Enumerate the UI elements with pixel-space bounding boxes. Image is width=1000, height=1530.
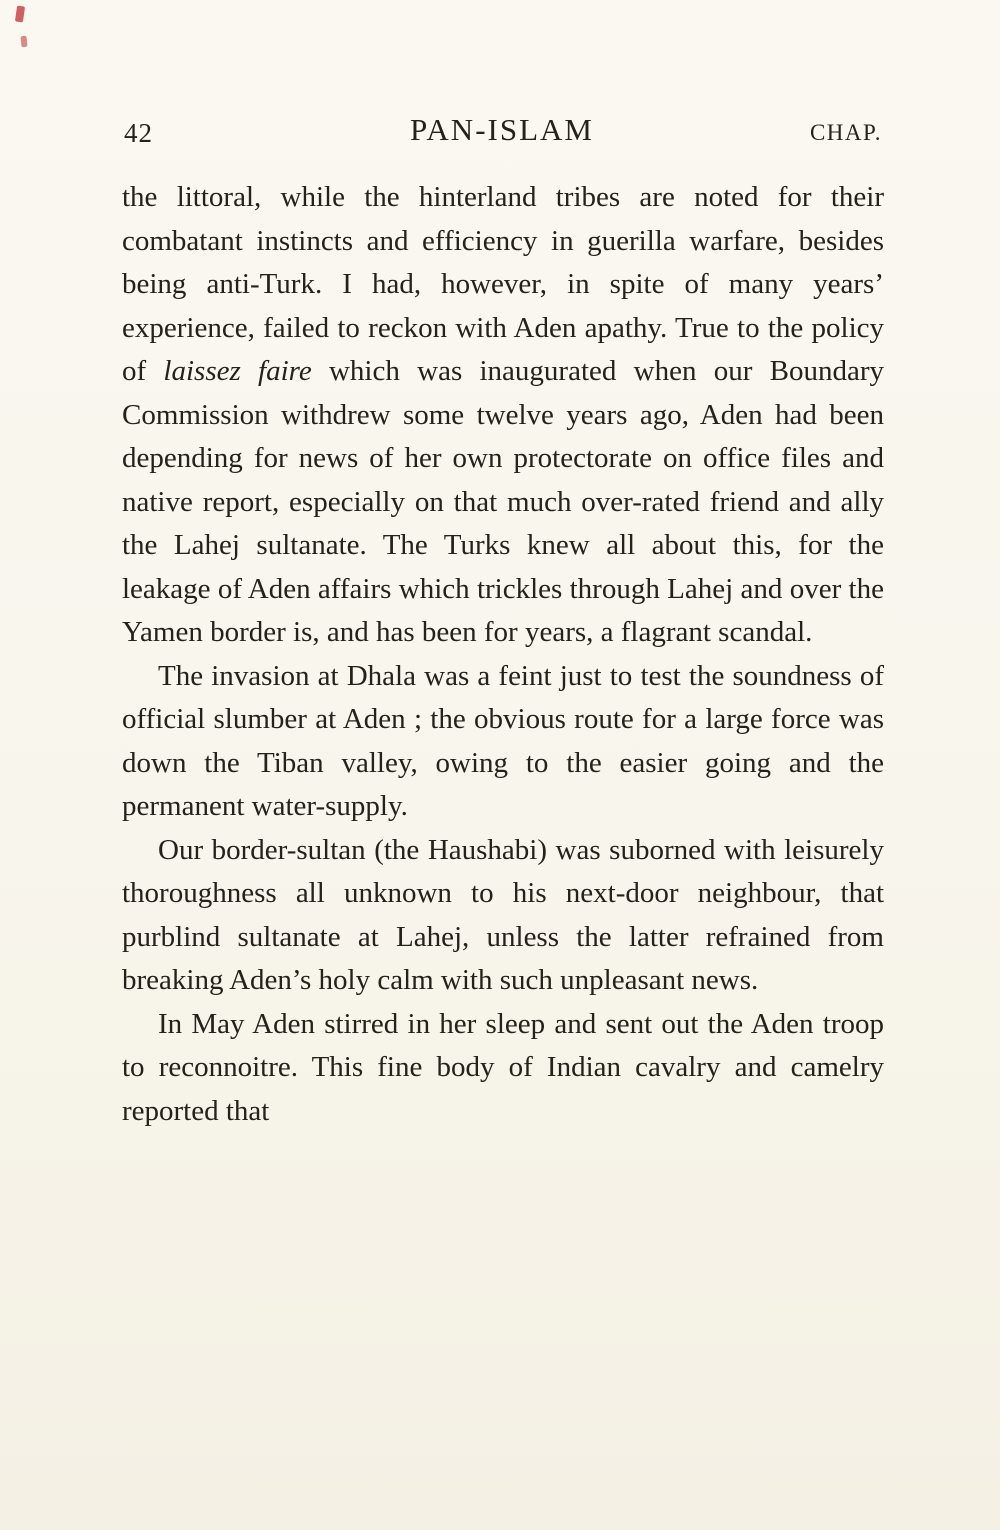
paragraph-3 xyxy=(122,829,884,1003)
paragraph-text: Our border-sultan (the Haushabi) was suborned with leisurely thoroughness all unknown to his next-door neighbour, that purblind sultanate at Lahej, unless the latter refrained from breaking Aden’s holy calm with such unpleasant news. xyxy=(122,833,884,996)
paragraph-text: In May Aden stirred in her sleep and sent out the Aden troop to reconnoitre. This fine body of Indian cavalry and camelry reported that xyxy=(122,1007,884,1127)
running-title: PAN-ISLAM xyxy=(410,112,594,147)
paragraph-text-italic: laissez faire xyxy=(163,355,312,387)
page-number: 42 xyxy=(124,118,153,148)
paragraph-text: the littoral, while the hinterland tribes are noted for their combatant instincts and efficiency in guerilla warfare, besides being anti-Turk. I had, however, in spite of many years’ experience, failed to reckon with Aden apathy. True to the policy of xyxy=(122,181,884,387)
scan-artifact xyxy=(15,6,25,23)
paragraph-1 xyxy=(122,176,884,655)
page-header xyxy=(122,112,882,156)
paragraph-text: The invasion at Dhala was a feint just to test the soundness of official slumber at Aden ; the obvious route for a large force was down the Tiban valley, owing to the easier going and the permanent water-supply. xyxy=(122,659,884,822)
scan-artifact xyxy=(20,36,27,48)
paragraph-text: which was inaugurated when our Boundary Commission withdrew some twelve years ago, Aden had been depending for news of her own protectorate on office files and native report, especially on that much over-rated friend and ally the Lahej sultanate. The Turks knew all about this, for the leakage of Aden affairs which trickles through Lahej and over the Yamen border is, and has been for years, a flagrant scandal. xyxy=(122,355,884,648)
paragraph-2 xyxy=(122,655,884,829)
paragraph-4 xyxy=(122,1003,884,1134)
chapter-label: CHAP. xyxy=(809,120,882,145)
page-body xyxy=(122,176,884,1133)
